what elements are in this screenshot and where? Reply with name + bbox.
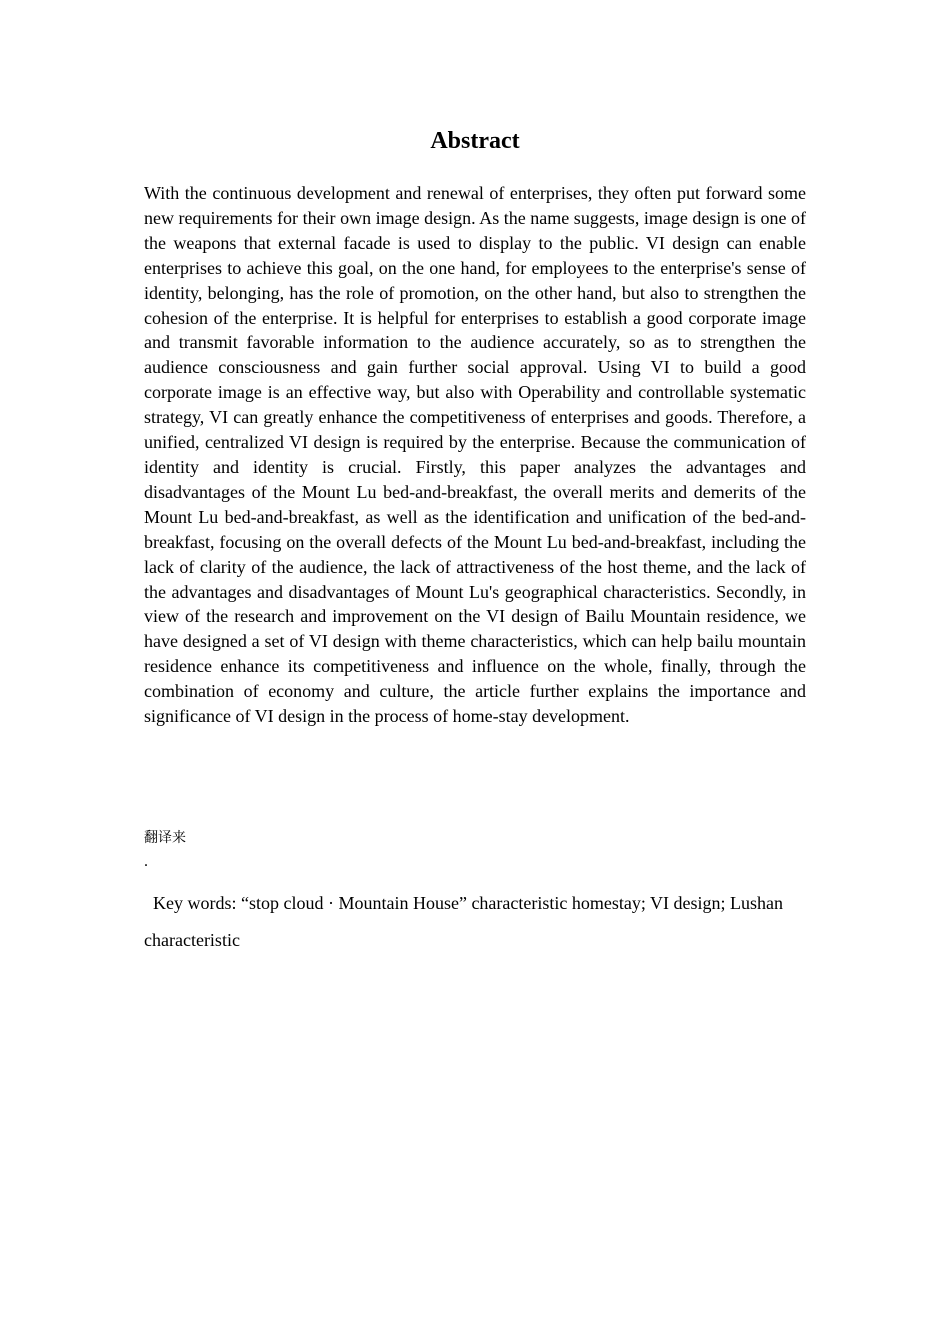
abstract-paragraph: With the continuous development and renewal of enterprises, they often put forward some new requirements for their own image design. As the name suggests, image design is one of the weapons that external facade is used to display to the public. VI design can enable enterprises to achieve this goal, on the one hand, for employees to the enterprise's sense of identity, belonging, has the role of promotion, on the other hand, but also to strengthen the cohesion of the enterprise. It is helpful for enterprises to establish a good corporate image and transmit favorable information to the audience accurately, so as to strengthen the audience consciousness and gain further social approval. Using VI to build a good corporate image is an effective way, but also with Operability and controllable systematic strategy, VI can greatly enhance the competitiveness of enterprises and goods. Therefore, a unified, centralized VI design is required by the enterprise. Because the communication of identity and identity is crucial. Firstly, this paper analyzes the advantages and disadvantages of the Mount Lu bed-and-breakfast, the overall merits and demerits of the Mount Lu bed-and-breakfast, as well as the identification and unification of the bed-and-breakfast, focusing on the overall defects of the Mount Lu bed-and-breakfast, including the lack of clarity of the audience, the lack of attractiveness of the host theme, and the lack of the advantages and disadvantages of Mount Lu's geographical characteristics. Secondly, in view of the research and improvement on the VI design of Bailu Mountain residence, we have designed a set of VI design with theme characteristics, which can help bailu mountain residence enhance its competitiveness and influence on the whole, finally, through the combination of economy and culture, the article further explains the importance and significance of VI design in the process of home-stay development. [144,183,806,727]
abstract-title: Abstract [430,128,520,154]
keywords-line: Key words: “stop cloud · Mountain House” characteristic homestay; VI design; Lushan characteristic [144,893,784,950]
dot-mark: . [144,853,148,870]
translation-note: 翻译来 [144,830,186,846]
